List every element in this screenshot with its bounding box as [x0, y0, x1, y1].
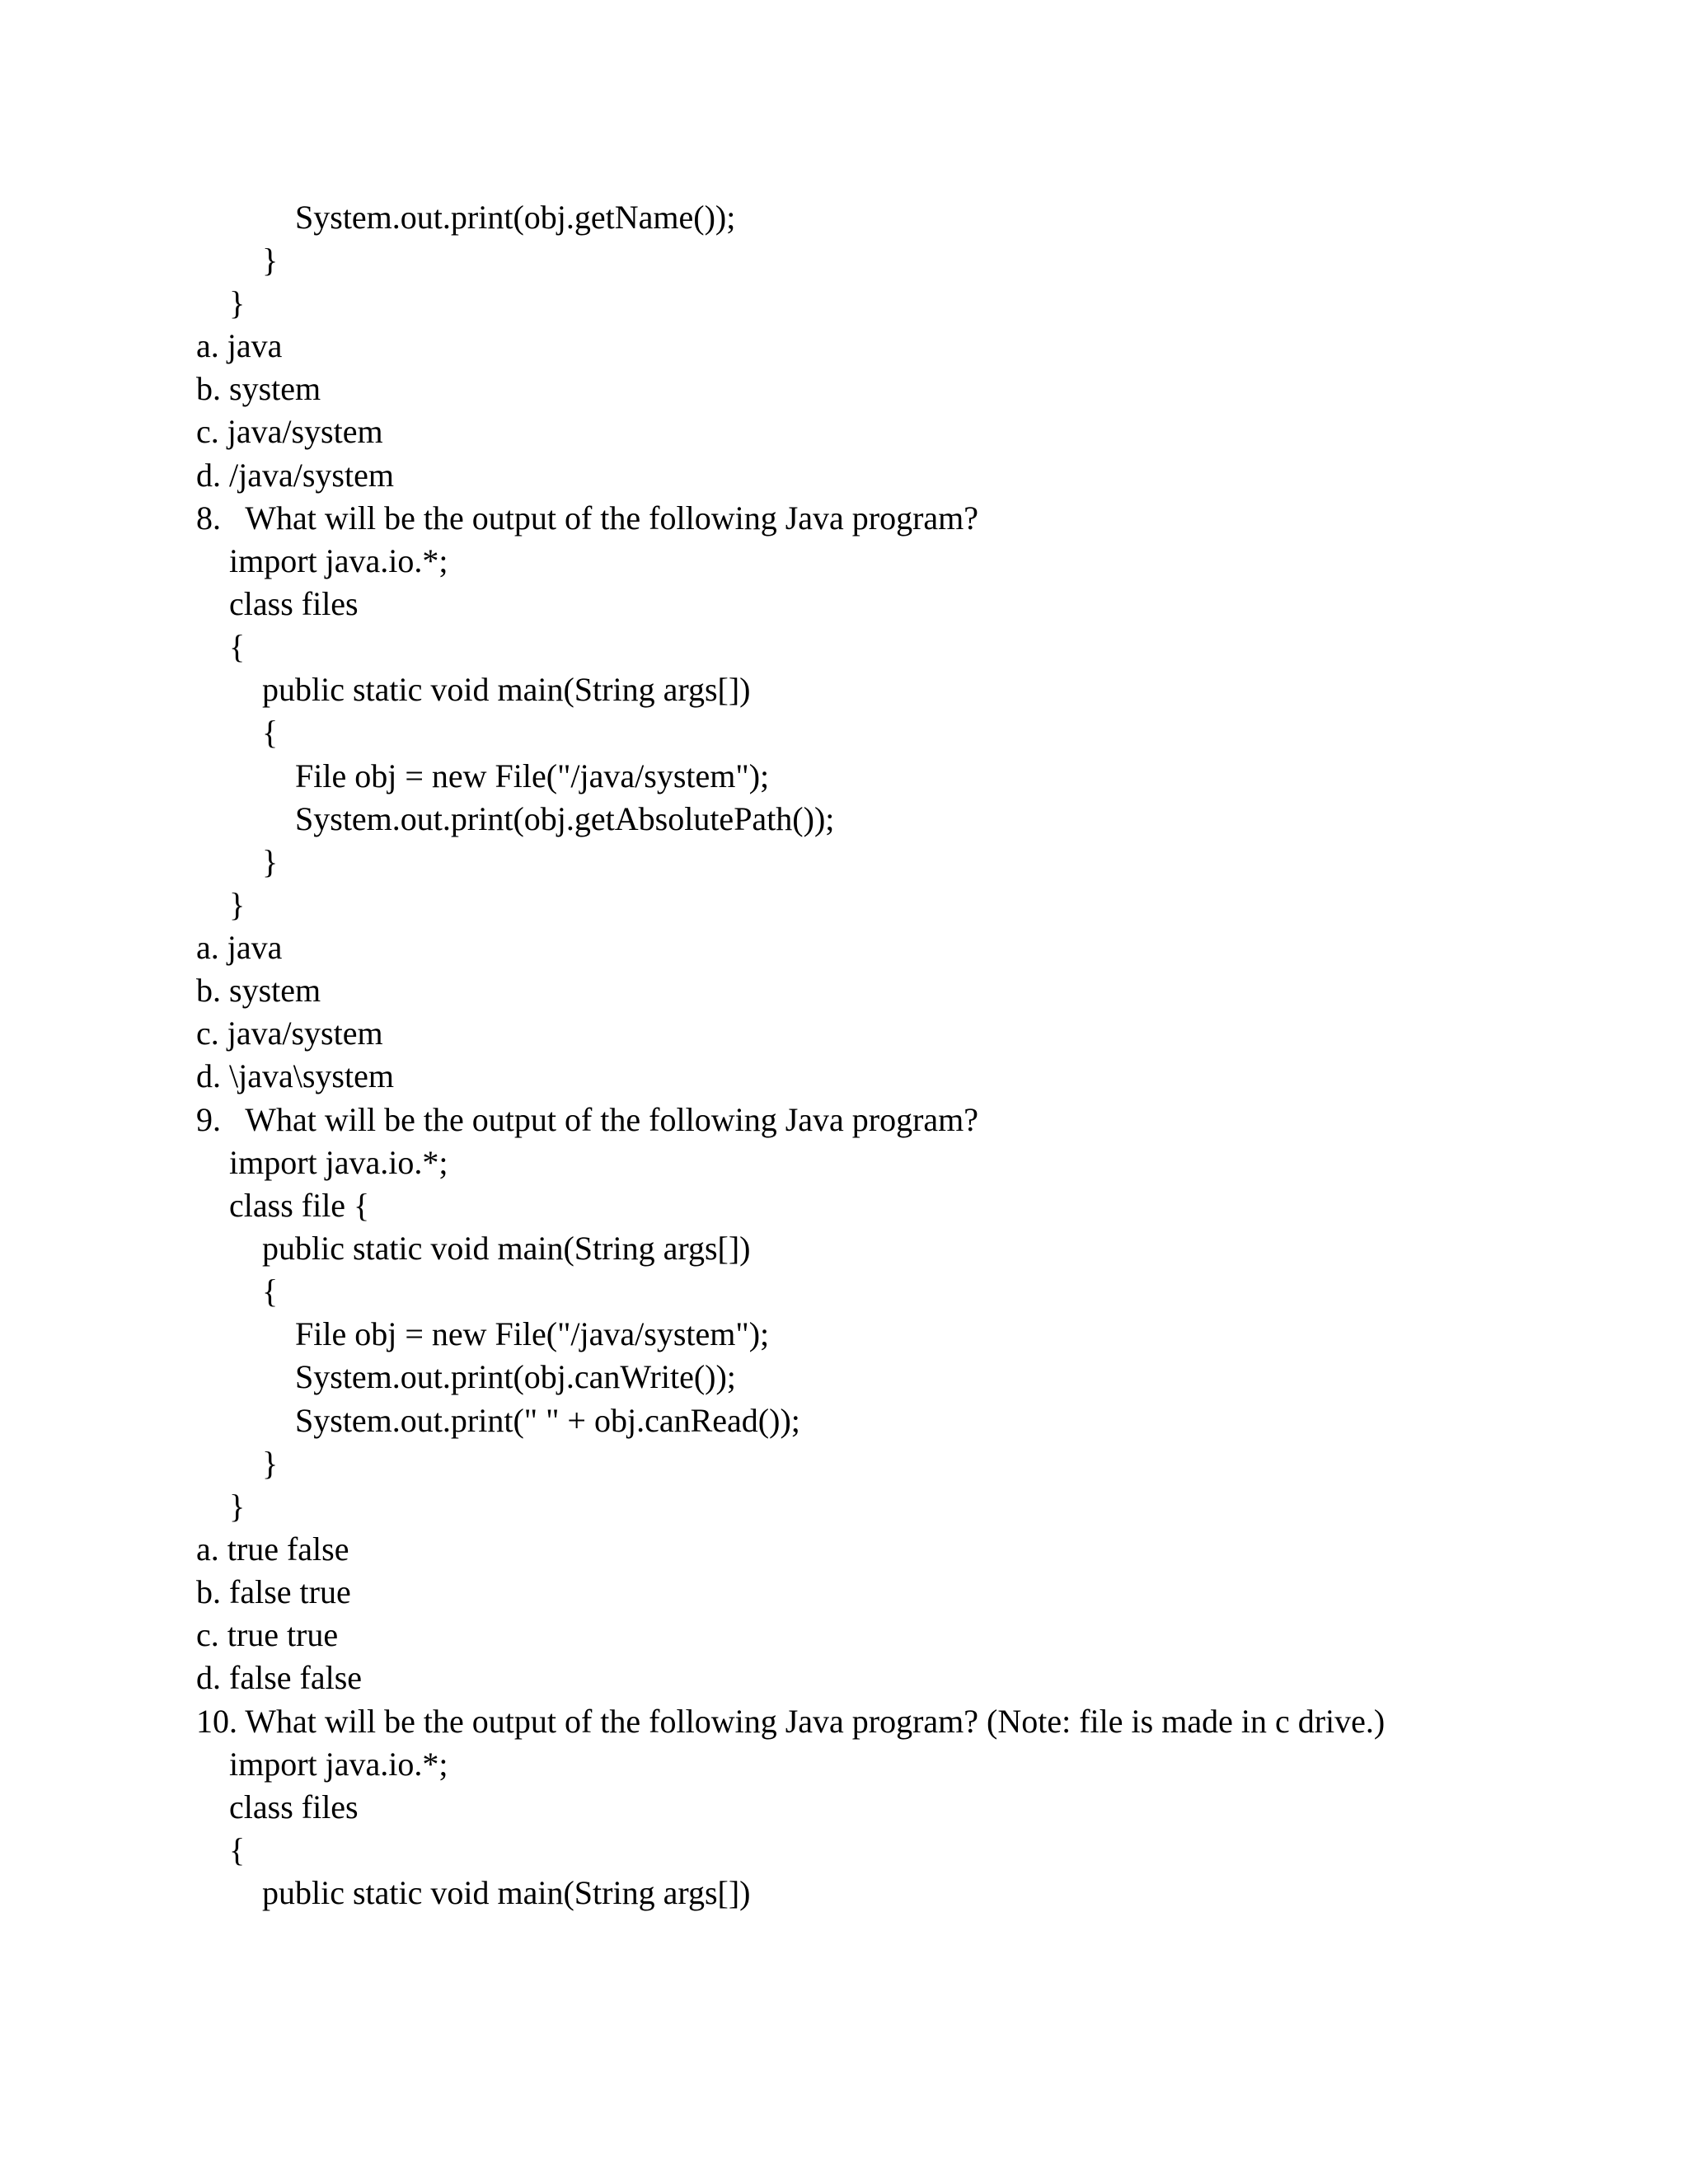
code-line: }	[262, 241, 279, 279]
code-line: {	[229, 628, 246, 665]
option-d: d. /java/system	[196, 457, 394, 494]
code-line: class file {	[229, 1187, 370, 1224]
code-line: File obj = new File("/java/system");	[295, 757, 770, 794]
option-c: c. true true	[196, 1616, 339, 1653]
code-line: {	[229, 1831, 246, 1868]
option-c: c. java/system	[196, 413, 383, 450]
option-a: a. java	[196, 327, 283, 364]
code-line: System.out.print(obj.getName());	[295, 199, 736, 236]
code-line: }	[262, 843, 279, 880]
option-b: b. system	[196, 972, 321, 1009]
option-c: c. java/system	[196, 1015, 383, 1052]
code-line: }	[229, 284, 246, 321]
code-line: System.out.print(obj.getAbsolutePath());	[295, 800, 835, 837]
code-line: {	[262, 714, 279, 751]
code-line: import java.io.*;	[229, 1144, 448, 1181]
option-b: b. system	[196, 370, 321, 407]
code-line: File obj = new File("/java/system");	[295, 1315, 770, 1352]
option-d: d. false false	[196, 1659, 363, 1696]
code-line: public static void main(String args[])	[262, 1230, 751, 1267]
question-8: 8. What will be the output of the following Java program?	[196, 499, 979, 537]
code-line: System.out.print(obj.canWrite());	[295, 1358, 736, 1395]
code-line: }	[229, 886, 246, 923]
code-line: class files	[229, 1788, 359, 1825]
question-10: 10. What will be the output of the following Java program? (Note: file is made in c drive.)	[196, 1703, 1386, 1740]
question-9: 9. What will be the output of the following Java program?	[196, 1101, 979, 1138]
code-line: public static void main(String args[])	[262, 1874, 751, 1911]
option-d: d. \java\system	[196, 1057, 394, 1094]
code-line: }	[229, 1488, 246, 1525]
option-b: b. false true	[196, 1573, 351, 1610]
option-a: a. java	[196, 929, 283, 966]
code-line: }	[262, 1445, 279, 1482]
code-line: import java.io.*;	[229, 542, 448, 579]
code-line: import java.io.*;	[229, 1746, 448, 1783]
code-line: System.out.print(" " + obj.canRead());	[295, 1402, 800, 1439]
code-line: class files	[229, 585, 359, 622]
option-a: a. true false	[196, 1530, 349, 1568]
code-line: {	[262, 1272, 279, 1310]
code-line: public static void main(String args[])	[262, 671, 751, 708]
